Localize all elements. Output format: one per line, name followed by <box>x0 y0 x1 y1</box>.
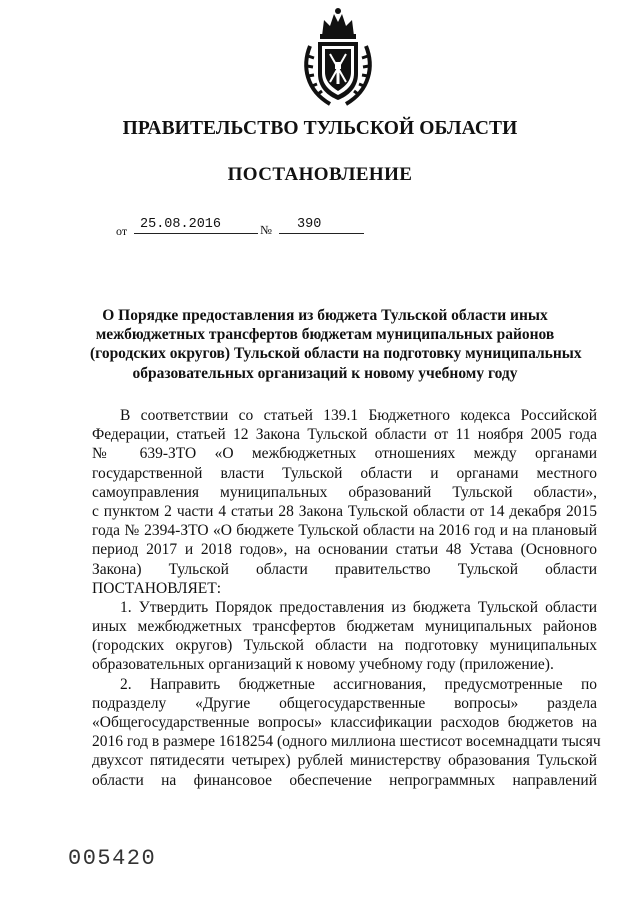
body-line: двухсот пятидесяти четырех) рублей министерству образования Тульской <box>92 752 597 770</box>
body-line: с пунктом 2 части 4 статьи 28 Закона Тульской области от 14 декабря 2015 <box>92 502 597 520</box>
document-type-heading: ПОСТАНОВЛЕНИЕ <box>227 164 413 185</box>
body-line: Закона) Тульской области правительство Тульской области <box>92 560 597 578</box>
subject-line: межбюджетных трансфертов бюджетам муниципальных районов <box>95 326 555 344</box>
document-date: 25.08.2016 <box>134 217 258 234</box>
body-line: период 2017 и 2018 годов», на основании статьи 48 Устава (Основного <box>92 541 597 559</box>
number-label: № <box>260 223 272 237</box>
body-line: области на финансовое обеспечение непрограммных направлений <box>92 771 597 789</box>
subject-line: О Порядке предоставления из бюджета Тульской области иных <box>102 307 548 324</box>
body-line: (городских округов) Тульской области на подготовку муниципальных <box>92 637 597 655</box>
serial-number: 005420 <box>68 846 157 871</box>
body-line: 2. Направить бюджетные ассигнования, предусмотренные по <box>120 675 597 693</box>
body-line: Федерации, статьей 12 Закона Тульской области от 11 ноября 2005 года <box>92 426 597 444</box>
date-number-line <box>116 217 376 239</box>
coat-of-arms-icon <box>300 6 376 108</box>
organization-heading: ПРАВИТЕЛЬСТВО ТУЛЬСКОЙ ОБЛАСТИ <box>122 118 518 139</box>
document-body <box>92 406 601 790</box>
body-line: подразделу «Другие общегосударственные вопросы» раздела <box>92 694 597 712</box>
body-line: года № 2394-ЗТО «О бюджете Тульской области на 2016 год и на плановый <box>92 522 597 540</box>
body-line: № 639-ЗТО «О межбюджетных отношениях между органами <box>92 445 597 463</box>
body-line: ПОСТАНОВЛЯЕТ: <box>92 579 222 597</box>
subject-line: образовательных организаций к новому учебному году <box>132 364 518 382</box>
body-line: самоуправления муниципальных образований Тульской области», <box>92 483 597 501</box>
body-line: 2016 год в размере 1618254 (одного миллиона шестисот восемнадцати тысяч <box>92 733 601 751</box>
date-prefix-label: от <box>116 224 128 238</box>
body-line: В соответствии со статьей 139.1 Бюджетного кодекса Российской <box>120 407 597 424</box>
body-line: иных межбюджетных трансфертов бюджетам муниципальных районов <box>92 618 597 636</box>
subject-line: (городских округов) Тульской области на подготовку муниципальных <box>90 345 582 363</box>
body-line: 1. Утвердить Порядок предоставления из бюджета Тульской области <box>120 598 597 616</box>
document-number: 390 <box>279 217 364 234</box>
body-line: образовательных организаций к новому учебному году (приложение). <box>92 656 554 674</box>
document-subject <box>90 306 582 383</box>
body-line: «Общегосударственные вопросы» классификации расходов бюджетов на <box>92 714 597 731</box>
body-line: государственной власти Тульской области и органами местного <box>92 464 597 482</box>
